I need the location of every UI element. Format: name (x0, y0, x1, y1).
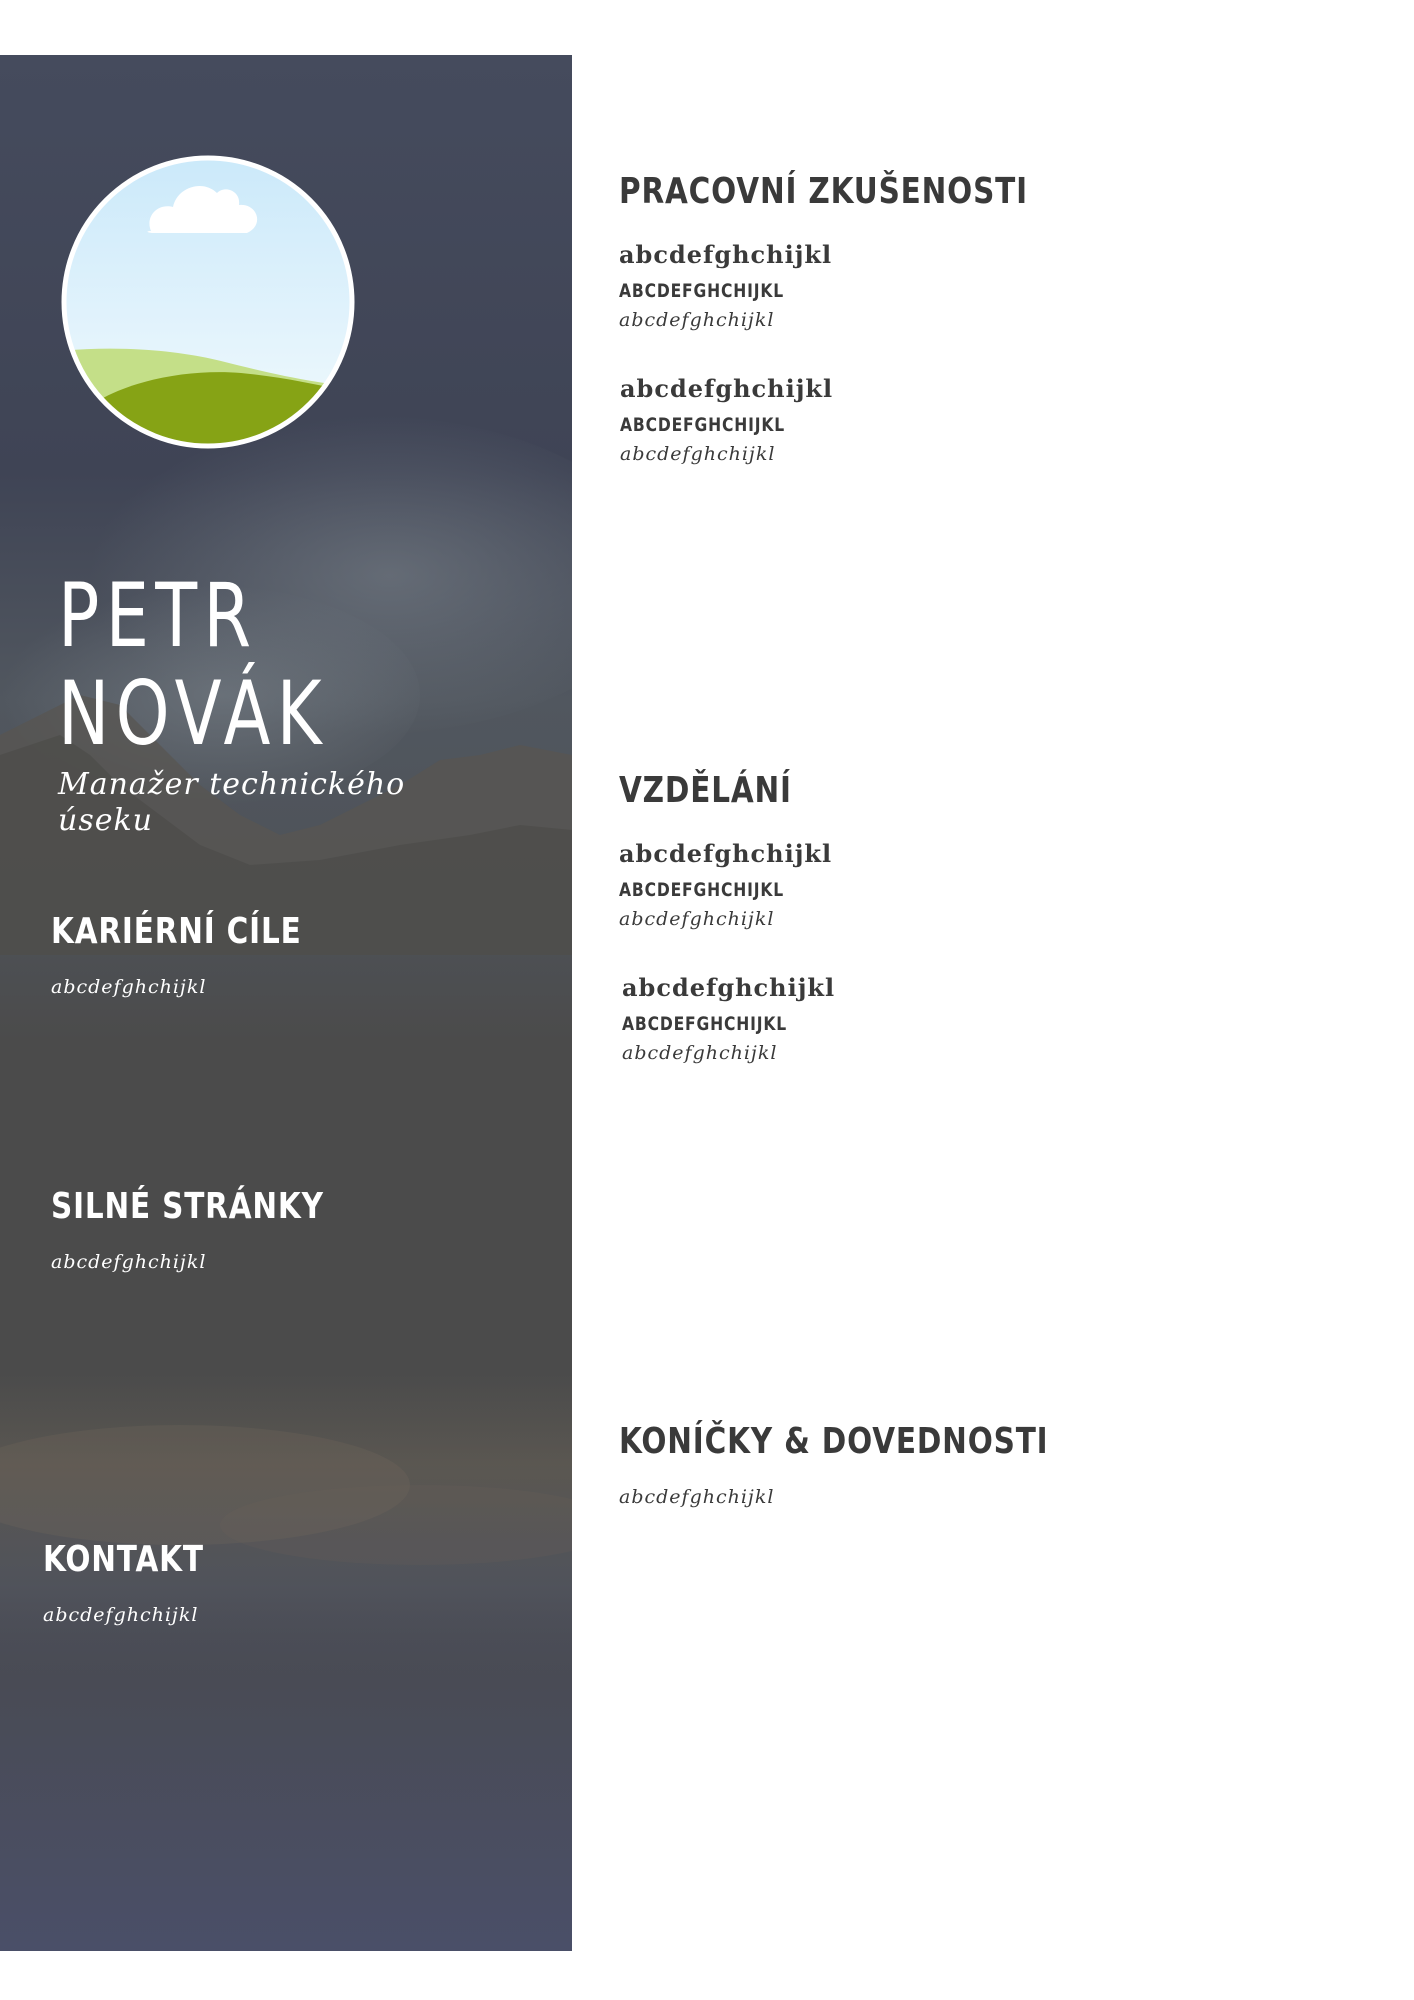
experience-entry (620, 374, 1120, 466)
job-title: Manažer technického úseku (58, 767, 406, 838)
entry-title: abcdefghchijkl (620, 374, 834, 403)
entry-description: abcdefghchijkl (619, 908, 775, 930)
experience-entry (619, 240, 1119, 332)
candidate-name (58, 564, 328, 765)
entry-subtitle: ABCDEFGHCHIJKL (619, 280, 784, 302)
entry-subtitle: ABCDEFGHCHIJKL (620, 414, 785, 436)
avatar-landscape-icon (61, 155, 355, 449)
career-goals-heading: KARIÉRNÍ CÍLE (51, 911, 302, 952)
last-name: NOVÁK (58, 662, 328, 765)
education-entry (622, 973, 1122, 1065)
work-experience-heading: PRACOVNÍ ZKUŠENOSTI (619, 171, 1028, 212)
contact-text: abcdefghchijkl (43, 1604, 199, 1626)
sidebar-content (0, 55, 572, 1951)
hobbies-skills-heading: KONÍČKY & DOVEDNOSTI (619, 1421, 1049, 1462)
strengths-heading: SILNÉ STRÁNKY (51, 1186, 324, 1227)
entry-description: abcdefghchijkl (622, 1042, 778, 1064)
strengths-text: abcdefghchijkl (51, 1251, 207, 1273)
first-name: PETR (58, 564, 258, 667)
entry-description: abcdefghchijkl (620, 443, 776, 465)
education-entry (619, 839, 1119, 931)
entry-title: abcdefghchijkl (619, 240, 833, 269)
entry-subtitle: ABCDEFGHCHIJKL (622, 1013, 787, 1035)
entry-title: abcdefghchijkl (619, 839, 833, 868)
entry-subtitle: ABCDEFGHCHIJKL (619, 879, 784, 901)
entry-title: abcdefghchijkl (622, 973, 836, 1002)
contact-heading: KONTAKT (43, 1539, 204, 1580)
education-heading: VZDĚLÁNÍ (619, 770, 792, 811)
sidebar (0, 55, 572, 1951)
hobbies-skills-text: abcdefghchijkl (619, 1486, 775, 1508)
entry-description: abcdefghchijkl (619, 309, 775, 331)
career-goals-text: abcdefghchijkl (51, 976, 207, 998)
